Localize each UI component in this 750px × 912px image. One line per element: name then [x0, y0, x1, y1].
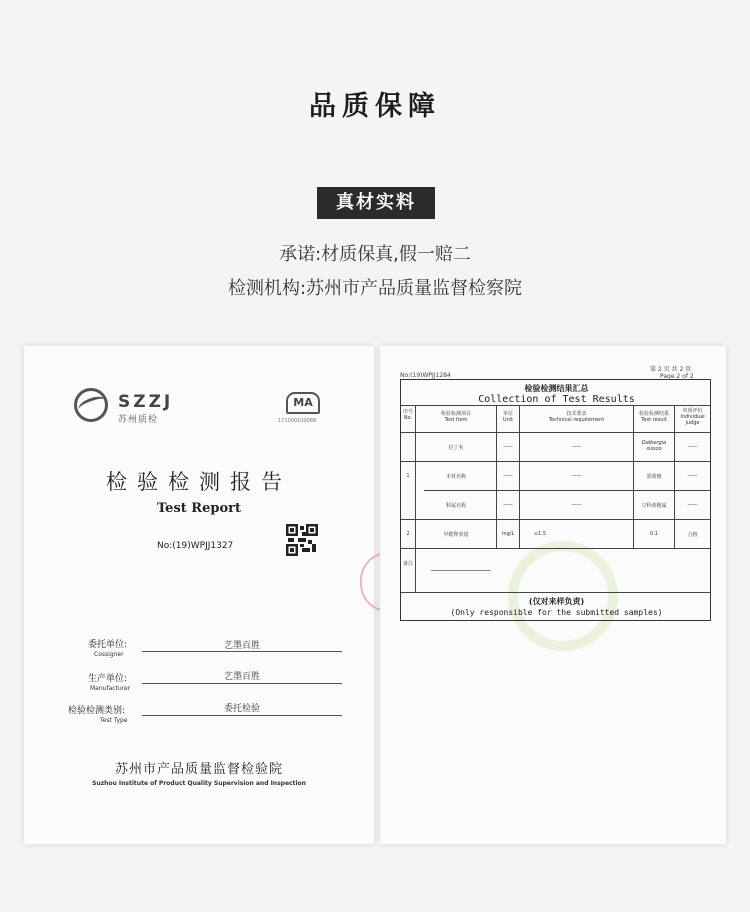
header-result: 检验检测结果 [638, 411, 669, 417]
consigner-value: 艺墨百胜 [223, 641, 260, 651]
table-cell-unit: mg/L [501, 531, 515, 537]
results-page [380, 346, 726, 844]
table-cell-req: ≤1.5 [533, 531, 547, 537]
institute-name: 苏州市产品质量监督检验院 [114, 762, 283, 777]
test-type-line [142, 715, 342, 716]
header-requirement: 技术要求 [566, 411, 587, 417]
results-table [400, 379, 711, 621]
consigner-label: 委托单位: [88, 640, 128, 650]
table-cell-item: 甲醛释放量 [443, 532, 469, 538]
results-footer-en: (Only responsible for the submitted samples) [450, 608, 663, 617]
consigner-line [142, 651, 342, 652]
table-rule [424, 490, 710, 491]
ma-code: 171000100088 [278, 418, 317, 424]
table-rule [401, 548, 710, 549]
results-title-en: Collection of Test Results [478, 394, 635, 405]
logo-subtext: 苏州质检 [118, 415, 159, 425]
header-no: 序号 [402, 409, 413, 415]
manufacturer-value: 艺墨百胜 [223, 672, 260, 682]
report-number: No:(19)WPJJ1327 [157, 541, 234, 551]
table-rule [401, 519, 710, 520]
table-cell-judge: —— [687, 502, 698, 508]
results-report-number: No:(19)WPJJ1284 [400, 372, 451, 379]
table-rule [401, 432, 710, 433]
header-requirement-en: Technical requirement [548, 417, 605, 423]
header-item: 检验检测项目 [440, 411, 471, 417]
table-cell-result: 0.1 [650, 531, 658, 537]
header-judge-en: Individual judge [680, 414, 705, 426]
table-cell-req: —— [571, 473, 582, 479]
table-cell-result: 豆科黄檀属 [641, 503, 667, 509]
header-unit-en: Unit [502, 417, 514, 423]
header-result-en: Test result [641, 417, 667, 423]
table-cell-unit: —— [503, 444, 513, 450]
table-cell-item: 拉丁名 [448, 445, 464, 451]
agency-text: 检测机构:苏州市产品质量监督检察院 [227, 278, 523, 299]
test-type-value: 委托检验 [223, 704, 260, 714]
table-cell-judge: —— [687, 444, 698, 450]
header-judge: 单项评价 [682, 408, 703, 414]
report-title-en: Test Report [157, 501, 241, 516]
table-rule [401, 405, 710, 406]
table-cell-no: 2 [406, 531, 410, 537]
table-cell-unit: —— [503, 473, 513, 479]
results-footer: (仅对来样负责) [528, 597, 585, 606]
header-unit: 单位 [502, 411, 513, 417]
table-cell-req: —— [571, 502, 582, 508]
report-title: 检验检测报告 [106, 470, 292, 494]
logo-text: SZZJ [118, 392, 174, 412]
consigner-label-en: Cossigner [94, 651, 124, 658]
promise-text: 承诺:材质保真,假一赔二 [279, 244, 471, 265]
header-no-en: No. [403, 415, 413, 421]
table-rule [401, 592, 710, 593]
results-title: 检验检测结果汇总 [524, 384, 589, 393]
table-rule [415, 405, 416, 592]
page-title: 品质保障 [309, 91, 441, 122]
table-rule [401, 461, 710, 462]
remark-label: 备注 [402, 561, 413, 567]
qr-code-icon [286, 524, 318, 556]
report-cover [24, 346, 374, 844]
table-cell-unit: —— [503, 502, 513, 508]
manufacturer-label-en: Manufacturer [90, 685, 131, 692]
manufacturer-line [142, 683, 342, 684]
table-cell-result: Dalbergia sissoo [641, 440, 667, 452]
header-item-en: Test Item [444, 417, 468, 423]
table-cell-item: 木材名称 [445, 474, 466, 480]
remark-rule [431, 570, 491, 571]
table-cell-judge: 合格 [687, 532, 698, 538]
test-type-label: 检验检测类别: [68, 706, 126, 716]
feature-badge: 真材实料 [317, 187, 435, 219]
test-type-label-en: Test Type [100, 717, 128, 724]
table-cell-judge: —— [687, 473, 698, 479]
page-indicator-en: Page 2 of 2 [660, 373, 694, 380]
table-cell-result: 黑黄檀 [646, 474, 662, 480]
table-cell-req: —— [571, 444, 582, 450]
institute-name-en: Suzhou Institute of Product Quality Supervision and Inspection [92, 780, 306, 787]
table-cell-no: 1 [406, 473, 410, 479]
ma-mark-icon: MA [286, 392, 320, 414]
table-cell-item: 科属名称 [445, 503, 466, 509]
page-indicator: 第 2 页 共 2 页 [650, 366, 692, 373]
manufacturer-label: 生产单位: [88, 674, 128, 684]
